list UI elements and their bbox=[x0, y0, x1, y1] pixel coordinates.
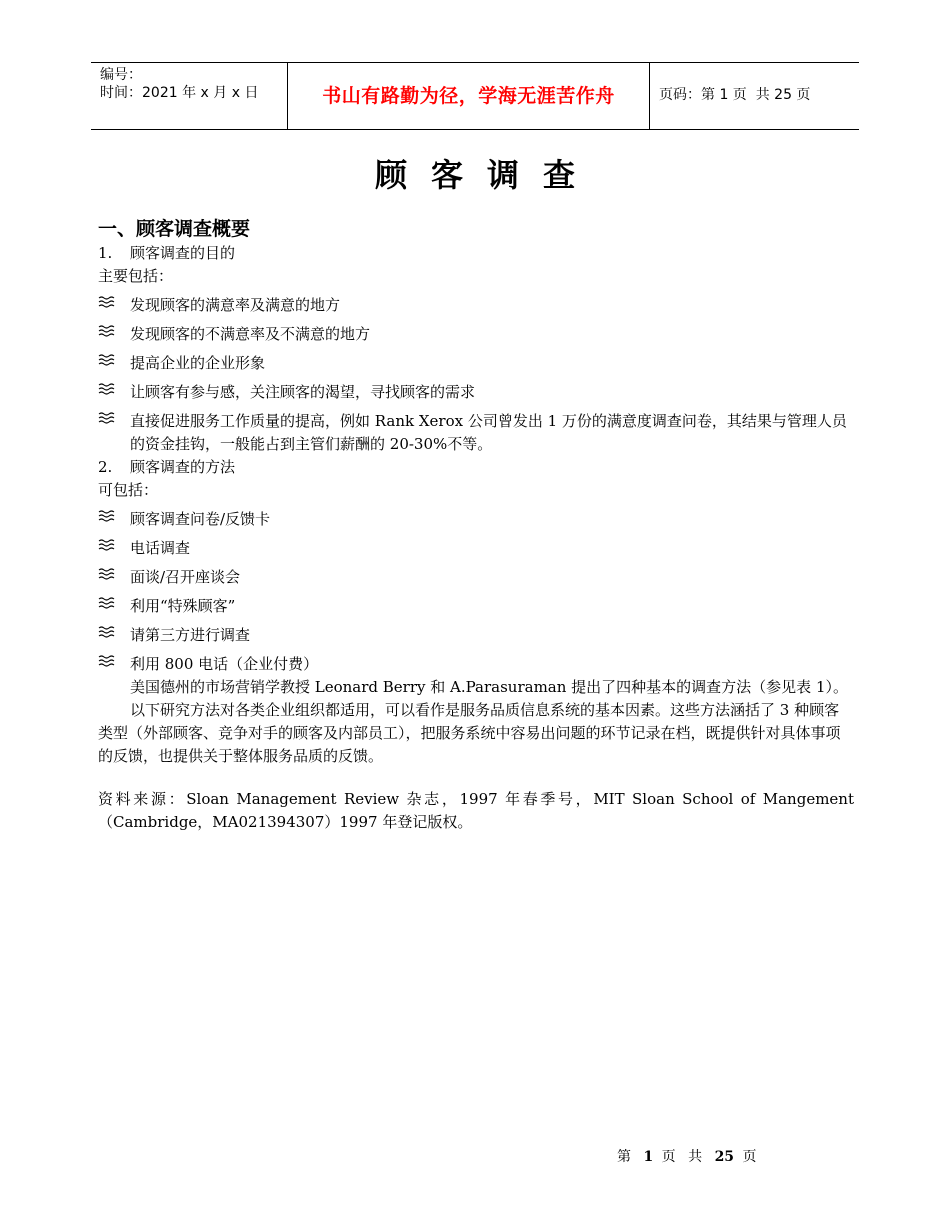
subsection-label: 顾客调查的目的 bbox=[130, 244, 236, 262]
intro-text: 主要包括： bbox=[98, 267, 174, 285]
bullet-text: 请第三方进行调查 bbox=[130, 626, 251, 644]
bullet-item bbox=[98, 537, 854, 560]
page-footer bbox=[617, 1146, 761, 1166]
header-table bbox=[91, 62, 859, 130]
wave-bullet-icon bbox=[98, 595, 130, 618]
bullet-text: 提高企业的企业形象 bbox=[130, 354, 266, 372]
bullet-text: 电话调查 bbox=[130, 539, 191, 557]
bullet-item bbox=[98, 624, 854, 647]
bullet-item bbox=[98, 323, 854, 346]
wave-bullet-icon bbox=[98, 624, 130, 647]
subsection-2-title bbox=[98, 456, 854, 479]
bullet-item bbox=[98, 381, 854, 404]
bullet-text: 利用“特殊顾客” bbox=[130, 597, 236, 615]
wave-bullet-icon bbox=[98, 508, 130, 531]
paragraph-berry: 美国德州的市场营销学教授 Leonard Berry 和 A.Parasuraman 提出了四种基本的调查方法（参见表 1）。 bbox=[130, 678, 848, 696]
motto: 书山有路勤为径，学海无涯苦作舟 bbox=[322, 84, 615, 107]
wave-bullet-icon bbox=[98, 294, 130, 317]
source-note: 资料来源：Sloan Management Review 杂志，1997 年春季号，MIT Sloan School of Mangement（Cambridge，MA021394307）1997 年登记版权。 bbox=[98, 790, 854, 831]
wave-bullet-icon bbox=[98, 653, 130, 676]
bullet-item bbox=[98, 595, 854, 618]
subsection-label: 顾客调查的方法 bbox=[130, 458, 236, 476]
wave-bullet-icon bbox=[98, 537, 130, 560]
bullet-text: 发现顾客的满意率及满意的地方 bbox=[130, 296, 341, 314]
bullet-item bbox=[98, 653, 854, 676]
section-heading: 一、顾客调查概要 bbox=[98, 218, 251, 240]
wave-bullet-icon bbox=[98, 352, 130, 375]
footer-post: 页 bbox=[742, 1149, 761, 1165]
subsection-number: 1. bbox=[98, 244, 113, 262]
bullet-text: 顾客调查问卷/反馈卡 bbox=[130, 510, 271, 528]
wave-bullet-icon bbox=[98, 566, 130, 589]
header-middle-cell bbox=[287, 63, 650, 129]
bullet-text: 发现顾客的不满意率及不满意的地方 bbox=[130, 325, 371, 343]
header-left-cell bbox=[91, 63, 287, 129]
header-right-cell bbox=[650, 63, 859, 129]
footer-total-pages: 25 bbox=[714, 1149, 735, 1165]
bullet-item bbox=[98, 294, 854, 317]
document-body bbox=[98, 216, 854, 834]
bullet-text: 让顾客有参与感，关注顾客的渴望，寻找顾客的需求 bbox=[130, 383, 476, 401]
paragraph-methods: 以下研究方法对各类企业组织都适用，可以看作是服务品质信息系统的基本因素。这些方法涵括了 3 种顾客类型（外部顾客、竞争对手的顾客及内部员工），把服务系统中容易出问题的环节记录在档，既提供针对具体事项的反馈，也提供关于整体服务品质的反馈。 bbox=[98, 701, 841, 765]
footer-page-number: 1 bbox=[643, 1149, 654, 1165]
number-label: 编号： bbox=[100, 67, 142, 83]
wave-bullet-icon bbox=[98, 323, 130, 346]
time-label: 时间：2021 年 x 月 x 日 bbox=[100, 85, 259, 101]
wave-bullet-icon bbox=[98, 381, 130, 404]
wave-bullet-icon bbox=[98, 410, 130, 456]
bullet-text: 利用 800 电话（企业付费） bbox=[130, 655, 319, 673]
purpose-list bbox=[98, 294, 854, 456]
page-info: 页码：第 1 页 共 25 页 bbox=[659, 87, 811, 103]
footer-pre: 第 bbox=[617, 1149, 635, 1165]
bullet-item bbox=[98, 352, 854, 375]
method-list bbox=[98, 508, 854, 676]
bullet-text: 直接促进服务工作质量的提高，例如 Rank Xerox 公司曾发出 1 万份的满意度调查问卷，其结果与管理人员的资金挂钩，一般能占到主管们薪酬的 20-30%不等。 bbox=[130, 412, 847, 453]
footer-mid: 页 共 bbox=[661, 1149, 707, 1165]
subsection-number: 2. bbox=[98, 458, 113, 476]
intro-text: 可包括： bbox=[98, 481, 159, 499]
bullet-item bbox=[98, 566, 854, 589]
bullet-text: 面谈/召开座谈会 bbox=[130, 568, 241, 586]
bullet-item bbox=[98, 410, 854, 456]
bullet-item bbox=[98, 508, 854, 531]
subsection-1-title bbox=[98, 242, 854, 265]
document-title: 顾客调查 bbox=[374, 156, 599, 194]
